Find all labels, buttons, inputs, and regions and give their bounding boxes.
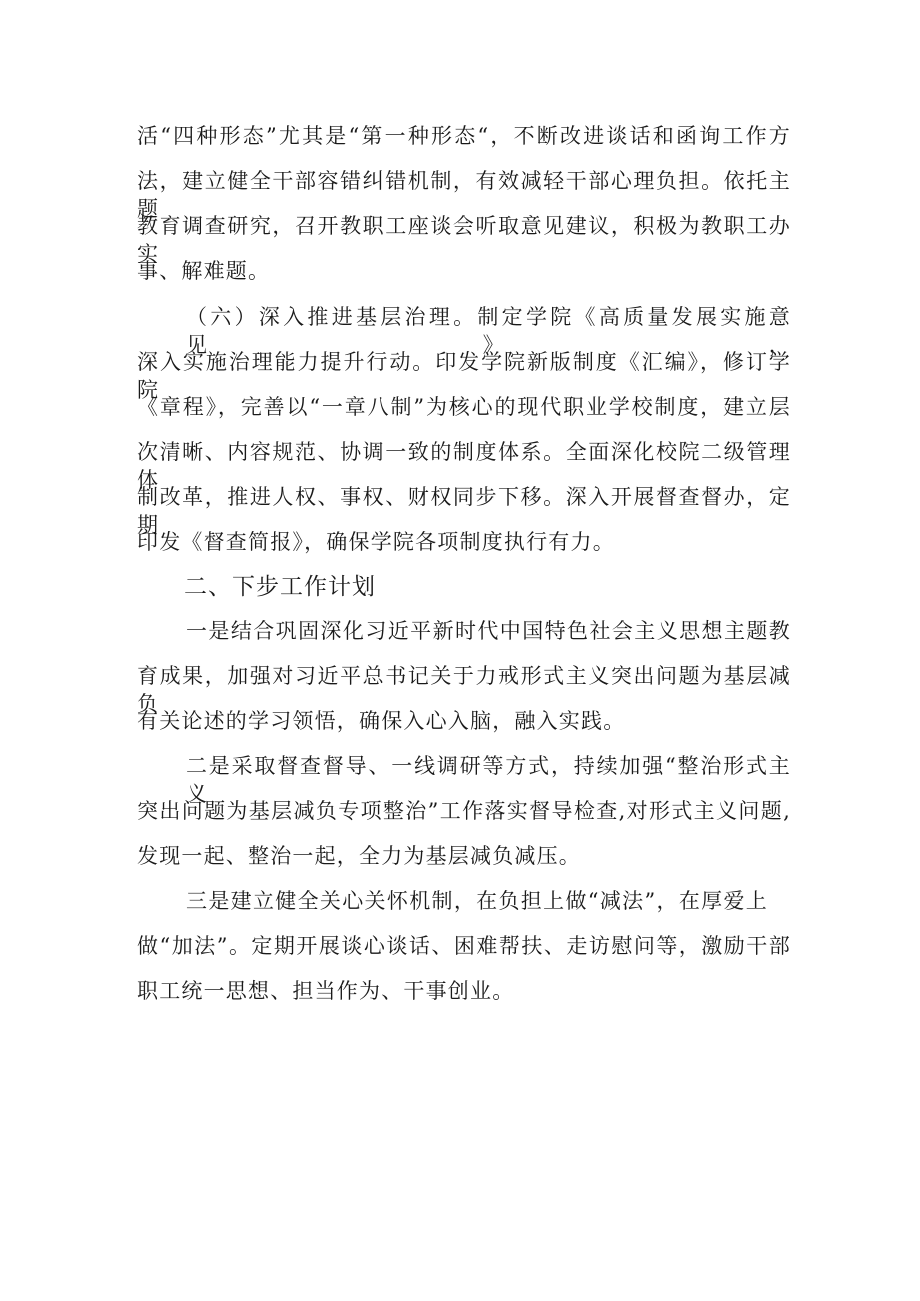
paragraph-4-line-3: 发现一起、整治一起，全力为基层减负减压。 (137, 844, 581, 868)
paragraph-5-line-3: 职工统一思想、担当作为、干事创业。 (137, 979, 515, 1003)
paragraph-5-line-2: 做“加法”。定期开展谈心谈话、困难帮扶、走访慰问等，激励干部 (137, 934, 791, 958)
paragraph-3-line-2: 育成果，加强对习近平总书记关于力戒形式主义突出问题为基层减负 (137, 664, 791, 716)
section-heading: 二、下步工作计划 (184, 574, 376, 600)
paragraph-2-line-2: 深入实施治理能力提升行动。印发学院新版制度《汇编》，修订学院 (137, 350, 791, 402)
paragraph-1-line-3: 教育调查研究，召开教职工座谈会听取意见建议，积极为教职工办实 (137, 214, 791, 266)
paragraph-1-line-4: 事、解难题。 (137, 259, 271, 283)
paragraph-1-line-2: 法，建立健全干部容错纠错机制，有效减轻干部心理负担。依托主题 (137, 169, 791, 221)
paragraph-4-line-1: 二是采取督查督导、一线调研等方式，持续加强“整治形式主义 (186, 754, 791, 806)
paragraph-3-line-1: 一是结合巩固深化习近平新时代中国特色社会主义思想主题教 (186, 619, 791, 643)
paragraph-2-line-1: （六）深入推进基层治理。制定学院《高质量发展实施意见》， (186, 305, 791, 357)
paragraph-2-line-5: 制改革，推进人权、事权、财权同步下移。深入开展督查督办，定期 (137, 485, 791, 537)
paragraph-2-line-3: 《章程》，完善以“一章八制”为核心的现代职业学校制度，建立层 (137, 395, 791, 419)
paragraph-1-line-1: 活“四种形态”尤其是“第一种形态“，不断改进谈话和函询工作方 (137, 124, 791, 148)
paragraph-3-line-3: 有关论述的学习领悟，确保入心入脑，融入实践。 (137, 709, 626, 733)
paragraph-5-line-1: 三是建立健全关心关怀机制，在负担上做“减法”，在厚爱上 (186, 889, 768, 913)
paragraph-2-line-6: 印发《督查简报》，确保学院各项制度执行有力。 (137, 530, 615, 554)
paragraph-4-line-2: 突出问题为基层减负专项整治”工作落实督导检查,对形式主义问题, (137, 799, 791, 823)
paragraph-2-line-4: 次清晰、内容规范、协调一致的制度体系。全面深化校院二级管理体 (137, 440, 791, 492)
